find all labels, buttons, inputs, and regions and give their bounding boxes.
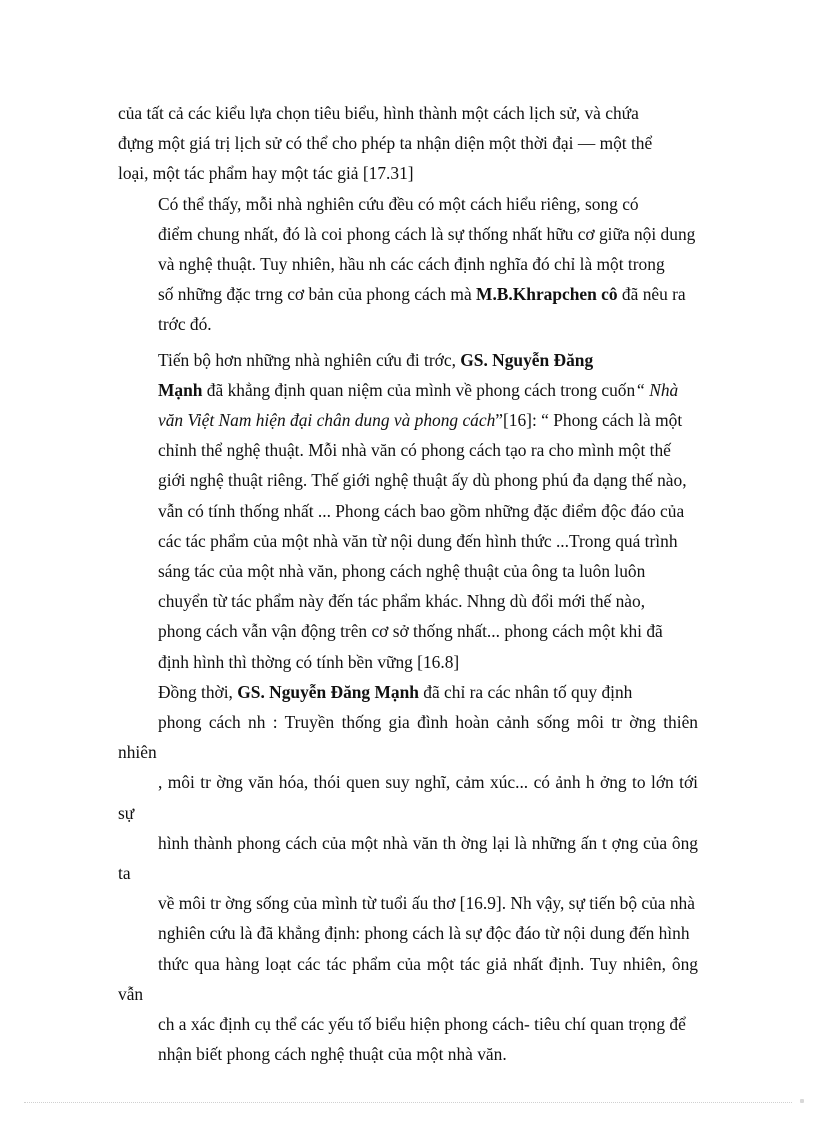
text-line: nhận biết phong cách nghệ thuật của một nhà văn.	[158, 1044, 507, 1065]
text-line: , môi tr ờng văn hóa, thói quen suy nghĩ, cảm xúc... có ảnh h ởng to lớn tới sự	[118, 772, 698, 823]
quote-mark: “	[635, 379, 650, 400]
text-line: đựng một giá trị lịch sử có thể cho phép ta nhận diện một thời đại — một thể	[118, 133, 653, 154]
text-run: đã khẳng định quan niệm của mình về phong cách trong cuốn	[202, 379, 636, 400]
paragraph-1	[118, 98, 698, 189]
book-title-italic: văn Việt Nam hiện đại chân dung và phong cách	[158, 410, 496, 431]
text-line: phong cách vẫn vận động trên cơ sở thống nhất... phong cách một khi đã	[158, 621, 663, 642]
text-run: ”[16]: “ Phong cách là một	[495, 410, 683, 431]
text-line: điểm chung nhất, đó là coi phong cách là sự thống nhất hữu cơ giữa nội dung	[158, 223, 696, 244]
paragraph-2	[118, 189, 698, 340]
footer-divider	[24, 1102, 792, 1103]
text-line: loại, một tác phẩm hay một tác giả [17.31]	[118, 163, 414, 184]
author-name-bold: Mạnh	[158, 379, 203, 400]
text-run: đã nêu ra	[617, 284, 686, 305]
paragraph-3	[118, 345, 698, 677]
text-run: Tiến bộ hơn những nhà nghiên cứu đi trớc,	[158, 349, 461, 370]
text-line: ch a xác định cụ thể các yếu tố biểu hiện phong cách- tiêu chí quan trọng để	[158, 1014, 686, 1035]
author-name-bold: GS. Nguyễn Đăng Mạnh	[237, 681, 419, 702]
text-line	[118, 405, 698, 435]
text-line	[118, 345, 698, 375]
paragraph-4	[118, 677, 698, 1070]
text-line: phong cách nh : Truyền thống gia đình hoàn cảnh sống môi tr ờng thiên nhiên	[118, 712, 698, 763]
text-line: và nghệ thuật. Tuy nhiên, hầu nh các cách định nghĩa đó chỉ là một trong	[158, 254, 665, 275]
text-line: về môi tr ờng sống của mình từ tuổi ấu thơ [16.9]. Nh vậy, sự tiến bộ của nhà	[158, 893, 695, 914]
text-run: số những đặc trng cơ bản của phong cách mà	[158, 284, 477, 305]
book-title-italic: Nhà	[649, 379, 679, 400]
text-line: chỉnh thể nghệ thuật. Mỗi nhà văn có phong cách tạo ra cho mình một thế	[158, 440, 671, 461]
text-line: trớc đó.	[158, 314, 212, 335]
text-line: định hình thì thờng có tính bền vững [16.8]	[158, 651, 460, 672]
text-run: Đồng thời,	[158, 681, 238, 702]
text-line	[118, 279, 698, 309]
text-line: nghiên cứu là đã khẳng định: phong cách là sự độc đáo từ nội dung đến hình	[158, 923, 690, 944]
text-line	[118, 677, 698, 707]
author-name-bold: GS. Nguyễn Đăng	[460, 349, 594, 370]
text-line: của tất cả các kiểu lựa chọn tiêu biểu, hình thành một cách lịch sử, và chứa	[118, 103, 639, 123]
text-line: chuyển từ tác phẩm này đến tác phẩm khác. Nhng dù đổi mới thế nào,	[158, 591, 646, 612]
document-page	[118, 98, 698, 1070]
text-line: hình thành phong cách của một nhà văn th ờng lại là những ấn t ợng của ông ta	[118, 832, 698, 884]
text-line: thức qua hàng loạt các tác phẩm của một tác giả nhất định. Tuy nhiên, ông vẫn	[118, 953, 698, 1004]
text-line: Có thể thấy, mỗi nhà nghiên cứu đều có một cách hiểu riêng, song có	[158, 193, 639, 214]
text-line: giới nghệ thuật riêng. Thế giới nghệ thuật ấy dù phong phú đa dạng thế nào,	[158, 470, 687, 491]
text-line	[118, 375, 698, 405]
text-line: các tác phẩm của một nhà văn từ nội dung đến hình thức ...Trong quá trình	[158, 530, 678, 551]
page-corner-mark	[800, 1099, 804, 1103]
text-run: đã chỉ ra các nhân tố quy định	[418, 681, 633, 702]
text-line: sáng tác của một nhà văn, phong cách nghệ thuật của ông ta luôn luôn	[158, 561, 646, 582]
text-line: vẫn có tính thống nhất ... Phong cách bao gồm những đặc điểm độc đáo của	[158, 500, 685, 521]
author-name-bold: M.B.Khrapchen cô	[476, 284, 618, 305]
